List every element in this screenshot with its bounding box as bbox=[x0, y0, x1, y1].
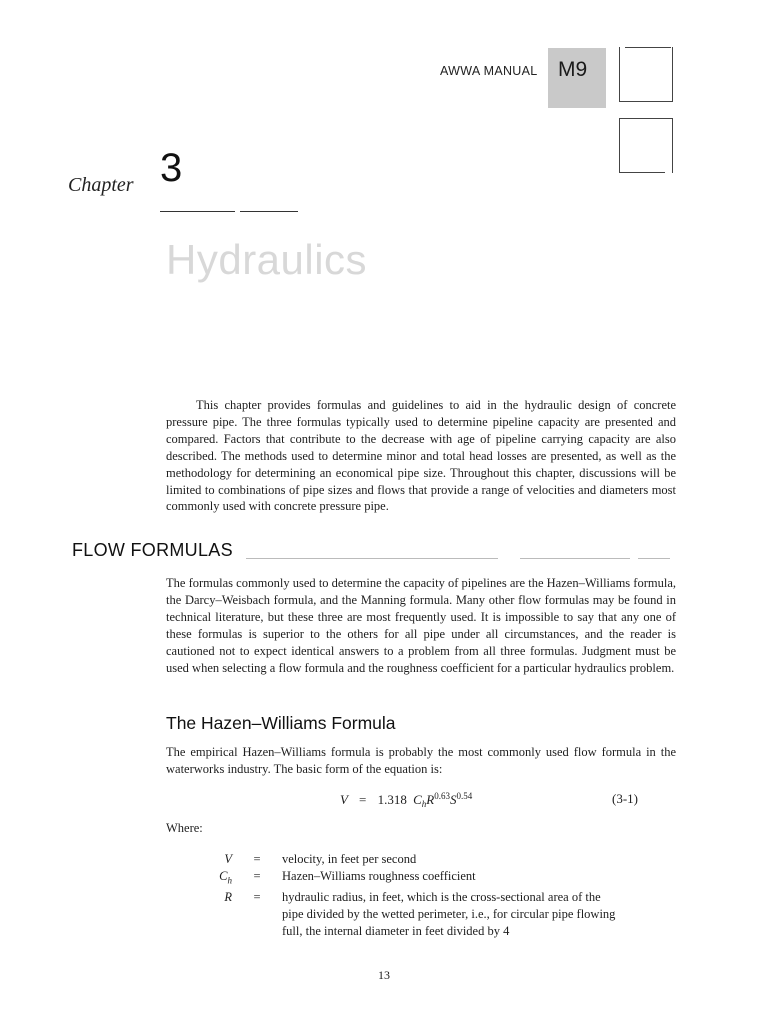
manual-code: M9 bbox=[558, 58, 588, 81]
definition-equals: = bbox=[253, 868, 261, 883]
chapter-rule bbox=[240, 211, 298, 212]
page-number: 13 bbox=[378, 968, 390, 982]
where-label: Where: bbox=[166, 821, 203, 835]
definition-symbol: $C_h$ bbox=[219, 868, 232, 886]
section-rule bbox=[246, 558, 498, 559]
equation-number: (3-1) bbox=[612, 791, 638, 806]
chapter-title: Hydraulics bbox=[166, 236, 368, 283]
definition-symbol: V bbox=[224, 852, 232, 866]
definition-equals: = bbox=[253, 890, 261, 905]
definition-text: velocity, in feet per second bbox=[282, 852, 417, 866]
intro-text: This chapter provides formulas and guidelines to aid in the hydraulic design of concrete pressure pipe. The three formulas typically used to determine pipeline capacity are presented and compared. Factors that contribute to the decrease with age of pipeline carrying capacity are also described. The methods used to determine minor and total head losses are presented, as well as the methodology for determining an economical pipe size. Throughout this chapter, discussions will be limited to combinations of pipe sizes and flows that provide a range of velocities and diameters most commonly used with concrete pressure pipe. bbox=[166, 398, 677, 514]
equation: V = 1.318 $C_hR^{0.63}S^{0.54}$ bbox=[340, 791, 473, 809]
corner-box-top bbox=[619, 47, 673, 102]
definition-symbol: R bbox=[224, 890, 232, 905]
chapter-word: Chapter bbox=[68, 174, 134, 196]
chapter-rule bbox=[160, 211, 235, 212]
corner-box-top-edge bbox=[625, 47, 671, 48]
definition-equals: = bbox=[253, 852, 261, 866]
corner-box-bottom-edge bbox=[619, 172, 665, 173]
section-text: The formulas commonly used to determine the capacity of pipelines are the Hazen–Williams formula, the Darcy–Weisbach formula, and the Manning formula. Many other flow formulas may be found in technical literature, but these three are most frequently used. It is impossible to say that any one of these formulas is superior to the others for all pipe under all circumstances, and the reader is cautioned not to expect identical answers to a problem from all three formulas. Judgment must be used when selecting a flow formula and the roughness coefficient for a particular hydraulics problem. bbox=[166, 576, 677, 675]
definition-row bbox=[210, 851, 680, 868]
section-rule bbox=[520, 558, 630, 559]
subsection-heading: The Hazen–Williams Formula bbox=[166, 713, 396, 733]
corner-box-bottom bbox=[619, 118, 673, 173]
subsection-text: The empirical Hazen–Williams formula is probably the most commonly used flow formula in the waterworks industry. The basic form of the equation is: bbox=[166, 745, 676, 776]
definition-row bbox=[210, 868, 680, 889]
intro-paragraph bbox=[166, 397, 676, 515]
chapter-number: 3 bbox=[160, 146, 183, 190]
definitions-list bbox=[210, 851, 680, 940]
manual-label: AWWA MANUAL bbox=[440, 64, 538, 78]
section-rule bbox=[638, 558, 670, 559]
section-heading: FLOW FORMULAS bbox=[72, 540, 233, 560]
subsection-paragraph bbox=[166, 744, 676, 778]
definition-row bbox=[210, 889, 680, 940]
definition-text: hydraulic radius, in feet, which is the cross-sectional area of the pipe divided by the wetted perimeter, i.e., for circular pipe flowing full, the internal diameter in feet divided by 4 bbox=[282, 890, 616, 939]
section-paragraph bbox=[166, 575, 676, 676]
definition-text: Hazen–Williams roughness coefficient bbox=[282, 868, 476, 883]
